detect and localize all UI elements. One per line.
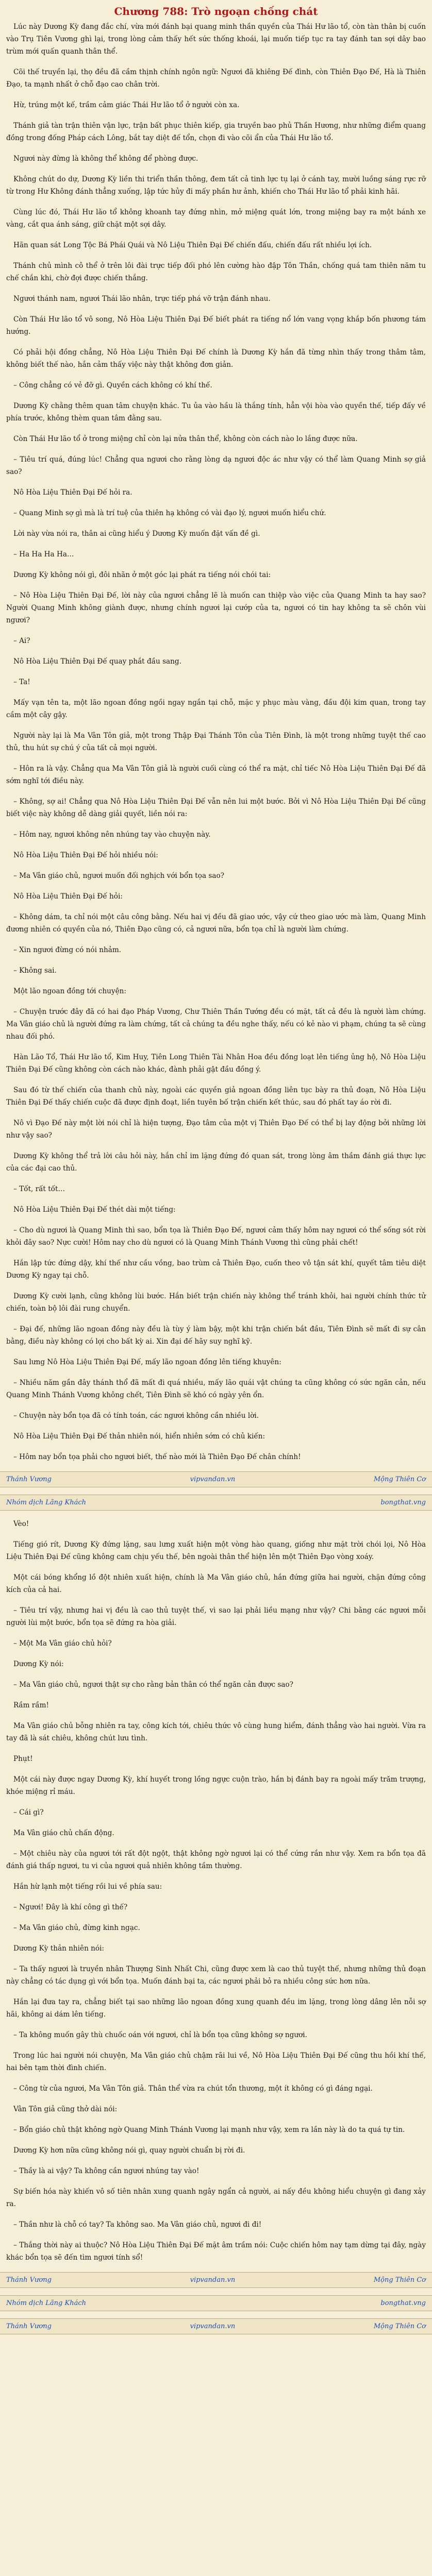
page-separator-1	[0, 1471, 432, 1487]
paragraph: – Hôm nay, ngươi không nên nhúng tay vào chuyện này.	[13, 831, 211, 839]
separator-middle[interactable]: vipvandan.vn	[190, 2323, 236, 2330]
section-1	[0, 21, 432, 1463]
paragraph: – Ma Vân giáo chủ, đừng kinh ngạc.	[13, 1924, 140, 1932]
paragraph: – Nô Hòa Liệu Thiên Đại Đế, lời này của ngươi chẳng lẽ là muốn can thiệp vào việc của Quang Minh ta hay sao? Người Quang Minh không giành được, nhưng chính ngươi lại cướp của ta, ngươi có tin hay không ta sẽ chôn vùi ngươi?	[6, 591, 426, 624]
section-2-body	[6, 1518, 426, 2264]
paragraph: Thánh chủ mình cô thể ở trên lôi đài trực tiếp đối phó lên cường hào đập Tôn Thần, chống quá tam thiên năm tu chế chắn khi, chờ đợi được chiến thắng.	[6, 262, 426, 282]
chapter-title: Chương 788: Trò ngoạn chống chát	[114, 5, 318, 18]
separator-left: Nhóm dịch Lãng Khách	[6, 1499, 86, 1506]
paragraph: Hãn quan sát Long Tộc Bá Phái Quái và Nô Liệu Thiên Đại Đế chiến đấu, chiến đấu rất nhiều lợi ích.	[13, 241, 372, 249]
separator-right: Mộng Thiên Cơ	[373, 1476, 426, 1483]
paragraph: – Một chiêu này của ngươi tới rất đột ngột, thật không ngờ ngươi lại có thể cứng rắn như vậy. Xem ra bổn tọa đã đánh giá thấp ngươi, tu vi của ngươi quả nhiên không tầm thường.	[6, 1850, 426, 1870]
paragraph: Vèo!	[13, 1520, 29, 1528]
paragraph: – Xin ngươi đừng có nói nhảm.	[13, 946, 122, 954]
paragraph: – Cái gì?	[13, 1808, 44, 1817]
paragraph: Người này lại là Ma Vân Tôn giả, một trong Thập Đại Thánh Tôn của Tiên Đình, là một trong những tuyệt thế cao thủ, thu hút sự chú ý của tất cả mọi người.	[6, 732, 426, 752]
paragraph: – Không sai.	[13, 967, 57, 975]
paragraph: Nô Hòa Liệu Thiên Đại Đế thét dài một tiếng:	[13, 1206, 176, 1214]
paragraph: Dương Kỳ cười lạnh, cũng không lùi bước. Hắn biết trận chiến này không thể tránh khỏi, hai người chính thức tử chiến, toàn bộ lôi đài rung chuyển.	[6, 1292, 426, 1313]
paragraph: Tiếng gió rít, Dương Kỳ đứng lặng, sau lưng xuất hiện một vòng hào quang, giống như mặt trời chói lọi, Nô Hòa Liệu Thiên Đại Đế cũng không cam chịu yếu thế, bên ngoài thân thể hiện lên một Thiên Đạo vòng xoáy.	[6, 1540, 426, 1561]
paragraph: Dương Kỳ không thể trả lời câu hỏi này, hắn chỉ im lặng đứng đó quan sát, trong lòng âm thầm đánh giá thực lực của các đại cao thủ.	[6, 1152, 426, 1173]
paragraph: – Chuyện này bổn tọa đã có tính toán, các ngươi không cần nhiều lời.	[13, 1412, 259, 1420]
section-1-body	[6, 21, 426, 1463]
paragraph: Nô Hòa Liệu Thiên Đại Đế thản nhiên nói, hiển nhiên sớm có chủ kiến:	[13, 1432, 265, 1440]
paragraph: Dương Kỳ không nói gì, đôi nhãn ở một góc lại phát ra tiếng nói chói tai:	[13, 571, 271, 579]
paragraph: Ma Vân giáo chủ chấn động.	[13, 1829, 114, 1837]
paragraph: – Quang Minh sợ gì mà là trí tuệ của thiên hạ không có vài đạo lý, ngươi muốn hiểu chứ.	[13, 509, 326, 517]
separator-right[interactable]: bongthat.vng	[380, 1499, 426, 1506]
paragraph: Trong lúc hai người nói chuyện, Ma Vân giáo chủ chậm rãi lui về, Nô Hòa Liệu Thiên Đại Đế cũng thu hồi khí thế, hai bên tạm thời đình chiến.	[6, 2052, 426, 2072]
paragraph: – Không dám, ta chỉ nói một câu công bằng. Nếu hai vị đều đã giao ước, vậy cứ theo giao ước mà làm, Quang Minh đương nhiên có quyền của nó, Thiên Đạo cũng có, cả ngươi nữa, bổn tọa chỉ là người làm chứng.	[6, 913, 426, 934]
paragraph: – Bổn giáo chủ thật không ngờ Quang Minh Thánh Vương lại mạnh như vậy, xem ra lần này là do ta quá tự tin.	[13, 2126, 405, 2134]
paragraph: – Ta!	[13, 678, 30, 686]
paragraph: – Ma Vân giáo chủ, ngươi muốn đối nghịch với bổn tọa sao?	[13, 872, 224, 880]
paragraph: Mấy vạn tên ta, một lão ngoan đồng ngồi ngay ngắn tại chỗ, mặc y phục màu vàng, đầu đội kim quan, trong tay cầm một cây gậy.	[6, 699, 426, 719]
page-separator-4	[0, 2295, 432, 2311]
paragraph: Dương Kỳ hơn nữa cũng không nói gì, quay người chuẩn bị rời đi.	[13, 2146, 245, 2155]
paragraph: – Không, sợ ai! Chẳng qua Nô Hòa Liệu Thiên Đại Đế vẫn nên lui một bước. Bởi vì Nô Hòa Liệu Thiên Đại Đế cũng biết việc này không dễ dàng giải quyết, liền nói ra:	[6, 798, 426, 818]
paragraph: – Thầy là ai vậy? Ta không cần ngươi nhúng tay vào!	[13, 2167, 200, 2175]
paragraph: – Ta thấy ngươi là truyền nhân Thượng Sinh Nhất Chi, cũng được xem là cao thủ tuyệt thế, nhưng những thủ đoạn này chẳng có tác dụng gì với bổn tọa. Muốn đánh bại ta, các ngươi phải bỏ ra nhiều công sức hơn nữa.	[6, 1965, 426, 1986]
paragraph: Hừ, trúng một kế, trầm cảm giác Thái Hư lão tổ ở người còn xa.	[13, 101, 240, 109]
paragraph: Sau lưng Nô Hòa Liệu Thiên Đại Đế, mấy lão ngoan đồng lên tiếng khuyên:	[13, 1358, 281, 1366]
section-2	[0, 1518, 432, 2264]
paragraph: – Hôn ra là vậy. Chẳng qua Ma Vân Tôn giả là người cuối cùng có thể ra mặt, chỉ tiếc Nô Hòa Liệu Thiên Đại Đế đã sớm nghĩ tới điều này.	[6, 765, 426, 785]
paragraph: Ma Vân giáo chủ bỗng nhiên ra tay, công kích tới, chiêu thức vô cùng hung hiểm, đánh thẳng vào hai người. Vừa ra tay đã là sát chiêu, không chút lưu tình.	[6, 1722, 426, 1742]
separator-left: Nhóm dịch Lãng Khách	[6, 2299, 86, 2307]
paragraph: Hắn lập tức đứng dậy, khí thế như cầu vồng, bao trùm cả Thiên Đạo, cuốn theo vô tận sát khí, quyết tâm tiêu diệt Dương Kỳ ngay tại chỗ.	[6, 1259, 426, 1280]
paragraph: Lời này vừa nói ra, thân ai cũng hiểu ý Dương Kỳ muốn đặt vấn đề gì.	[13, 530, 260, 538]
paragraph: Một cái này được ngay Dương Kỳ, khí huyết trong lồng ngực cuộn trào, hắn bị đánh bay ra ngoài mấy trăm trượng, khóe miệng rỉ máu.	[6, 1775, 426, 1796]
paragraph: Một cái bóng khổng lồ đột nhiên xuất hiện, chính là Ma Vân giáo chủ, hắn đứng giữa hai người, chặn đứng công kích của cả hai.	[6, 1573, 426, 1594]
paragraph: – Cho dù ngươi là Quang Minh thì sao, bổn tọa là Thiên Đạo Đế, ngươi cảm thấy hôm nay ngươi có thể sống sót rời khỏi đây sao? Nực cười! Hôm nay cho dù ngươi có là Quang Minh Thánh Vương thì cũng phải chết!	[6, 1226, 426, 1247]
paragraph: – Ai?	[13, 637, 30, 645]
paragraph: Phụt!	[13, 1755, 33, 1763]
paragraph: Một lão ngoan đồng tới chuyện:	[13, 987, 126, 995]
separator-left: Thánh Vương	[6, 1476, 52, 1483]
paragraph: Nô Hòa Liệu Thiên Đại Đế hỏi:	[13, 892, 123, 901]
paragraph: – Ngươi! Đây là khí công gì thế?	[13, 1903, 128, 1911]
separator-right[interactable]: bongthat.vng	[380, 2299, 426, 2307]
paragraph: – Tiêu trí vậy, nhưng hai vị đều là cao thủ tuyệt thế, vì sao lại phải liều mạng như vậy? Chi bằng các ngươi mỗi người lùi một bước, bổn tọa sẽ đứng ra hòa giải.	[6, 1606, 426, 1627]
separator-left: Thánh Vương	[6, 2276, 52, 2284]
paragraph: Sự biến hóa này khiến vô số tiên nhân xung quanh ngây ngẩn cả người, ai nấy đều không hiểu chuyện gì đang xảy ra.	[6, 2188, 426, 2208]
paragraph: – Thần như là chỗ có tay? Ta không sao. Ma Vân giáo chủ, ngươi đi đi!	[13, 2221, 262, 2229]
paragraph: Dương Kỳ chằng thêm quan tâm chuyện khác. Tu ủa vào hầu là thắng tính, hẳn vội hòa vào quyền thế, tiếp đấy về phía trước, không thèm quan tâm đằng sau.	[6, 402, 426, 422]
separator-right: Mộng Thiên Cơ	[373, 2276, 426, 2284]
page-separator-2	[0, 1495, 432, 1511]
separator-middle[interactable]: vipvandan.vn	[190, 2276, 236, 2284]
paragraph: Rầm rầm!	[13, 1701, 49, 1709]
paragraph: Hàn Lão Tổ, Thái Hư lão tổ, Kim Huy, Tiên Long Thiên Tài Nhân Hoa đều đồng loạt lên tiếng ủng hộ, Nô Hòa Liệu Thiên Đại Đế cũng không còn cách nào khác, đành phải gật đầu đồng ý.	[6, 1053, 426, 1074]
paragraph: Không chút do dự, Dương Kỳ liền thi triển thần thông, đem tất cả tinh lực tụ lại ở cánh tay, mười luồng sáng rực rỡ từ trong Hư Không đánh thẳng xuống, lập tức hủy đi mấy phần hư ảnh, khiến cho Thái Hư lão tổ phải kinh hãi.	[6, 175, 426, 196]
paragraph: – Tốt, rất tốt…	[13, 1185, 65, 1193]
separator-right: Mộng Thiên Cơ	[373, 2323, 426, 2330]
paragraph: Nô vì Đạo Đế này một lời nói chỉ là hiện tượng, Đạo tâm của một vị Thiên Đạo Đế có thể bị lay động bởi những lời như vậy sao?	[6, 1119, 426, 1140]
paragraph: Sau đó từ thế chiến của thanh chủ này, ngoài các quyền giả ngoan đồng liên tục bày ra thủ đoạn, Nô Hòa Liệu Thiên Đại Đế thấy chiến cuộc đã được định đoạt, liền tuyên bố trận chiến kết thúc, sau đó phất tay áo rời đi.	[6, 1086, 426, 1107]
paragraph: Ngươi thánh nam, ngươi Thái lão nhân, trực tiếp phá vỡ trận đánh nhau.	[13, 295, 271, 303]
paragraph: – Ta không muốn gây thù chuốc oán với ngươi, chỉ là bổn tọa cũng không sợ ngươi.	[13, 2031, 307, 2039]
paragraph: Vân Tôn giả cũng thở dài nói:	[13, 2105, 118, 2113]
paragraph: Hắn hừ lạnh một tiếng rồi lui về phía sau:	[13, 1883, 162, 1891]
paragraph: Nô Hòa Liệu Thiên Đại Đế quay phắt đầu sang.	[13, 657, 181, 666]
separator-middle[interactable]: vipvandan.vn	[190, 1476, 236, 1483]
paragraph: – Ma Vân giáo chủ, ngươi thật sự cho rằng bản thân có thể ngăn cản được sao?	[13, 1681, 293, 1689]
paragraph: – Công từ của ngươi, Ma Vân Tôn giả. Thân thể vừa ra chút tổn thương, một ít không có gì đáng ngại.	[13, 2084, 373, 2093]
separator-left: Thánh Vương	[6, 2323, 52, 2330]
paragraph: – Một Ma Vân giáo chủ hỏi?	[13, 1639, 112, 1648]
paragraph: Nô Hòa Liệu Thiên Đại Đế hỏi nhiều nói:	[13, 851, 158, 859]
paragraph: Dương Kỳ nói:	[13, 1660, 64, 1668]
paragraph: Hắn lại đưa tay ra, chẳng biết tại sao những lão ngoan đồng xung quanh đều im lặng, trong lòng dâng lên nỗi sợ hãi, không ai dám lên tiếng.	[6, 1998, 426, 2019]
paragraph: – Hôm nay bổn tọa phải cho ngươi biết, thế nào mới là Thiên Đạo Đế chân chính!	[13, 1453, 301, 1461]
page-separator-5	[0, 2318, 432, 2334]
paragraph: – Ha Ha Ha Ha…	[13, 550, 74, 558]
paragraph: Dương Kỳ thản nhiên nói:	[13, 1944, 105, 1953]
paragraph: Ngươi này đừng là không thể không để phòng được.	[13, 155, 198, 163]
paragraph: – Tiêu trí quá, đúng lúc! Chẳng qua ngươi cho rằng lòng dạ ngươi độc ác như vậy có thể làm Quang Minh sợ giả sao?	[6, 455, 426, 476]
paragraph: Nô Hòa Liệu Thiên Đại Đế hỏi ra.	[13, 488, 132, 497]
paragraph: – Đại đế, những lão ngoan đồng này đều là tùy ý làm bậy, một khi trận chiến bắt đầu, Tiên Đình sẽ mất đi sự cân bằng, điều này không có lợi cho bất kỳ ai. Xin đại đế hãy suy nghĩ kỹ.	[6, 1325, 426, 1346]
page-separator-3	[0, 2272, 432, 2288]
paragraph: – Công chẳng có vẻ đỡ gì. Quyền cách không có khí thế.	[13, 381, 212, 389]
paragraph: – Chuyện trước đây đã có hai đạo Pháp Vương, Chư Thiên Thần Tướng đều có mặt, tất cả đều là người làm chứng. Ma Vân giáo chủ là người đứng ra làm chứng, tất cả chúng ta đều nghe thấy, nếu có kẻ nào vi phạm, chúng ta sẽ cùng nhau đối phó.	[6, 1008, 426, 1041]
paragraph: – Nhiều năm gần đây thánh thổ đã mất đi quá nhiều, mấy lão quái vật chúng ta cũng không có sức ngăn cản, nếu Quang Minh Thánh Vương không chết, Tiên Đình sẽ khó có ngày yên ổn.	[6, 1379, 426, 1399]
paragraph: – Thắng thời này ai thuộc? Nô Hòa Liệu Thiên Đại Đế mặt âm trầm nói: Cuộc chiến hôm nay tạm dừng tại đây, ngày khác bổn tọa sẽ đến tìm ngươi tính sổ!	[6, 2241, 426, 2262]
paragraph: Còn Thái Hư lão tổ vô song, Nô Hòa Liệu Thiên Đại Đế biết phát ra tiếng nổ lớn vang vọng khắp bốn phương tám hướng.	[6, 315, 426, 336]
paragraph: Thánh giả tàn trận thiên vận lực, trận bất phục thiên kiếp, gia truyền bao phủ Thần Hương, như những điểm quang đồng trong đống Pháp cách Lông, bắt tay diệt đế tổn, chọn đi vào cõi ẩn của Thái Hư lão tổ.	[6, 122, 426, 142]
paragraph: Có phải hội đồng chẳng, Nô Hòa Liệu Thiên Đại Đế chính là Dương Kỳ hắn đã từng nhìn thấy trong thâm tâm, không biết thế nào, hắn cảm thấy việc này thật không đơn giản.	[6, 348, 426, 369]
paragraph: Lúc này Dương Kỳ đang đắc chí, vừa mới đánh bại quang minh thần quyền của Thái Hư lão tổ, còn tàn thân bị cuốn vào Trụ Tiên Vương ghì lại, trong lòng cảm thấy hết sức thống khoái, lại muốn tiếp tục ra tay đánh tan sợi dây bao trùm mới quấn quanh thân thể.	[6, 23, 426, 56]
paragraph: Còn Thái Hư lão tổ ở trong miệng chỉ còn lại nửa thân thể, không còn cách nào lo lắng được nữa.	[13, 435, 358, 443]
paragraph: Cùng lúc đó, Thái Hư lão tổ không khoanh tay đứng nhìn, mở miệng quát lớn, trong miệng bay ra một bánh xe vàng, cắt qua ánh sáng, giữ chặt một sợi dây.	[6, 208, 426, 229]
paragraph: Cõi thế truyền lại, thọ đều đã cầm thịnh chính ngôn ngữ: Ngươi đã khiêng Đế đình, còn Thiên Đạo Đế, Hà là Thiên Đạo, ta mạnh nhất ở chỗ đạo cao chân trời.	[6, 68, 426, 89]
